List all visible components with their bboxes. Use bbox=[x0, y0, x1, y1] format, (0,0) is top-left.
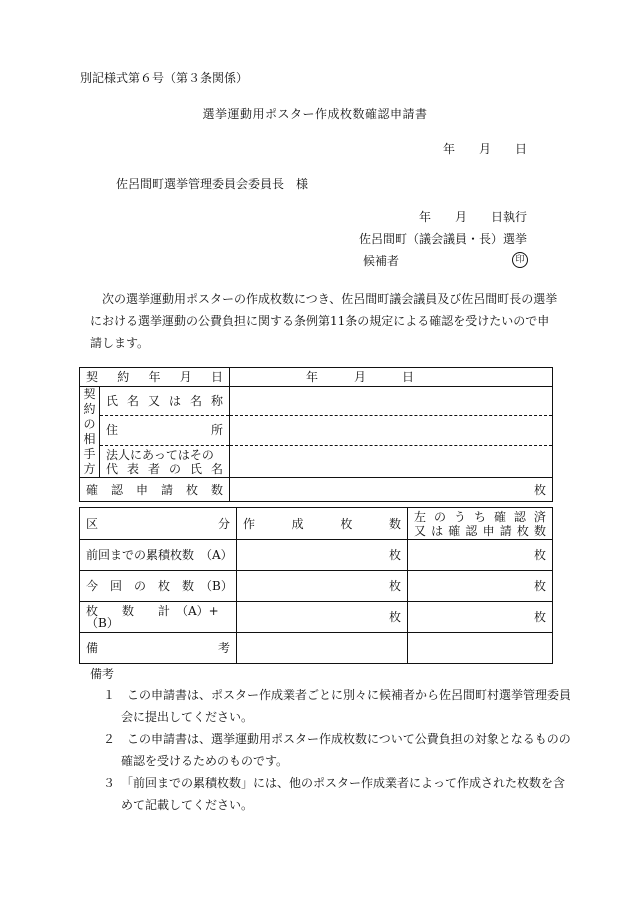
note-item: １ この申請書は、ポスター作成業者ごとに別々に候補者から佐呂間町村選挙管理委員会に提出してください。 bbox=[103, 688, 572, 724]
remarks-confirmed[interactable] bbox=[408, 633, 553, 664]
made-count-header-text bbox=[243, 518, 401, 530]
name-label-char: 又 bbox=[148, 393, 161, 408]
name-label bbox=[100, 387, 230, 416]
notes-heading: 備考 bbox=[90, 667, 115, 681]
made-count-header-char: 作 bbox=[243, 516, 256, 531]
row-total-label: 枚 数 計 （A）+（B） bbox=[80, 602, 237, 633]
remarks-label-char: 備 bbox=[86, 641, 99, 655]
address-label-char: 住 bbox=[106, 423, 119, 438]
address-label-text bbox=[106, 424, 223, 436]
confirmed-count-header-line2 bbox=[414, 524, 546, 538]
contract-table bbox=[79, 367, 553, 502]
category-header-first: 区 bbox=[86, 516, 99, 531]
note-item: ３ 「前回までの累積枚数」には、他のポスター作成業者によって作成された枚数を含めて記載してください。 bbox=[103, 776, 566, 812]
name-label-char: 氏 bbox=[106, 393, 119, 408]
row-cumulative-made[interactable]: 枚 bbox=[237, 540, 408, 571]
address-label-char: 所 bbox=[211, 423, 224, 438]
contract-date-value[interactable]: 年 月 日 bbox=[230, 368, 553, 387]
contract-party-label-char: の bbox=[83, 417, 96, 431]
confirm-count-label bbox=[80, 478, 230, 502]
remarks-label bbox=[80, 633, 237, 664]
name-field[interactable] bbox=[230, 387, 553, 416]
address-field[interactable] bbox=[230, 415, 553, 446]
confirmed-count-header-char: の bbox=[433, 509, 446, 524]
contract-party-label bbox=[80, 387, 100, 478]
category-header bbox=[80, 508, 237, 540]
row-current-label: 今 回 の 枚 数 （B） bbox=[80, 571, 237, 602]
contract-date-label-char: 約 bbox=[117, 370, 130, 384]
contract-date-label bbox=[80, 368, 230, 387]
name-label-char: は bbox=[169, 393, 182, 408]
representative-label-char: 名 bbox=[211, 461, 224, 476]
confirm-count-label-char: 申 bbox=[136, 482, 149, 497]
row-total-made[interactable]: 枚 bbox=[237, 602, 408, 633]
made-count-header-char: 枚 bbox=[340, 516, 353, 531]
made-count-header bbox=[237, 508, 408, 540]
confirmed-count-header-char: 認 bbox=[513, 509, 526, 524]
seal-icon: 印 bbox=[512, 252, 528, 268]
addressee: 佐呂間町選挙管理委員会委員長 様 bbox=[116, 177, 309, 191]
contract-date-label-char: 契 bbox=[86, 370, 99, 384]
confirmed-count-header-char: 請 bbox=[499, 523, 512, 538]
confirm-count-label-char: 請 bbox=[161, 482, 174, 497]
row-cumulative-label: 前回までの累積枚数 （A） bbox=[80, 540, 237, 571]
contract-party-label-char: 契 bbox=[83, 387, 96, 401]
contract-date-label-char: 月 bbox=[179, 370, 192, 384]
confirmed-count-header-char: 数 bbox=[533, 523, 546, 538]
note-item: ２ この申請書は、選挙運動用ポスター作成枚数について公費負担の対象となるものの確認を受けるためのものです。 bbox=[103, 732, 571, 768]
confirmed-count-header-char: 認 bbox=[465, 523, 478, 538]
confirm-count-field[interactable]: 枚 bbox=[230, 478, 553, 502]
representative-label bbox=[100, 446, 230, 478]
made-count-header-char: 成 bbox=[291, 516, 304, 531]
made-count-header-char: 数 bbox=[388, 516, 401, 531]
contract-date-label-char: 日 bbox=[211, 370, 224, 384]
confirmed-count-header-char: 枚 bbox=[516, 523, 529, 538]
confirmed-count-header bbox=[408, 508, 553, 540]
name-label-char: 称 bbox=[211, 393, 224, 408]
confirmed-count-header-char: 済 bbox=[533, 509, 546, 524]
confirm-count-label-char: 枚 bbox=[186, 482, 199, 497]
contract-date-label-text bbox=[86, 371, 223, 383]
representative-label-line2 bbox=[106, 462, 223, 476]
name-label-text bbox=[106, 395, 223, 407]
row-cumulative-confirmed[interactable]: 枚 bbox=[408, 540, 553, 571]
confirm-count-label-char: 確 bbox=[86, 482, 99, 497]
application-statement: 次の選挙運動用ポスターの作成枚数につき、佐呂間町議会議員及び佐呂間町長の選挙における選挙運動の公費負担に関する条例第11条の規定による確認を受けたいので申請します。 bbox=[90, 292, 558, 350]
representative-label-line1: 法人にあってはその bbox=[106, 447, 214, 462]
row-total-confirmed[interactable]: 枚 bbox=[408, 602, 553, 633]
representative-label-char: 表 bbox=[127, 461, 140, 476]
confirm-count-label-text bbox=[86, 484, 223, 496]
contract-party-label-char: 方 bbox=[83, 462, 96, 476]
representative-label-char: の bbox=[169, 461, 182, 476]
confirmed-count-header-char: 申 bbox=[482, 523, 495, 538]
application-date: 年 月 日 bbox=[442, 142, 527, 156]
contract-party-label-char: 約 bbox=[83, 402, 96, 416]
name-label-char: 名 bbox=[190, 393, 203, 408]
remarks-label-char: 考 bbox=[217, 641, 230, 655]
contract-party-label-char: 手 bbox=[83, 447, 96, 461]
confirmed-count-header-char: 確 bbox=[448, 523, 461, 538]
count-table bbox=[79, 507, 553, 664]
confirm-count-label-char: 認 bbox=[111, 482, 124, 497]
confirmed-count-header-char: ち bbox=[473, 509, 486, 524]
confirm-count-label-char: 数 bbox=[211, 482, 224, 497]
representative-label-char: 者 bbox=[148, 461, 161, 476]
confirmed-count-header-char: 確 bbox=[493, 509, 506, 524]
confirmed-count-header-char: 左 bbox=[414, 509, 427, 524]
name-label-char: 名 bbox=[127, 393, 140, 408]
contract-date-label-char: 年 bbox=[148, 370, 161, 384]
address-label bbox=[100, 415, 230, 446]
confirmed-count-header-char: う bbox=[453, 509, 466, 524]
row-current-confirmed[interactable]: 枚 bbox=[408, 571, 553, 602]
category-header-text bbox=[86, 518, 230, 530]
candidate-label: 候補者 bbox=[363, 254, 400, 268]
remarks-made[interactable] bbox=[237, 633, 408, 664]
confirmed-count-header-line1 bbox=[414, 510, 546, 524]
category-header-last: 分 bbox=[217, 516, 230, 531]
remarks-label-text bbox=[86, 642, 230, 654]
form-number: 別記様式第６号（第３条関係） bbox=[80, 71, 249, 85]
representative-field[interactable] bbox=[230, 446, 553, 478]
election-name: 佐呂間町（議会議員・長）選挙 bbox=[358, 232, 527, 246]
contract-party-label-char: 相 bbox=[83, 432, 96, 446]
representative-label-char: 代 bbox=[106, 461, 119, 476]
document-title: 選挙運動用ポスター作成枚数確認申請書 bbox=[202, 107, 428, 121]
row-current-made[interactable]: 枚 bbox=[237, 571, 408, 602]
confirmed-count-header-char: は bbox=[431, 523, 444, 538]
confirmed-count-header-char: 又 bbox=[414, 523, 427, 538]
representative-label-char: 氏 bbox=[190, 461, 203, 476]
election-date: 年 月 日執行 bbox=[418, 210, 527, 224]
